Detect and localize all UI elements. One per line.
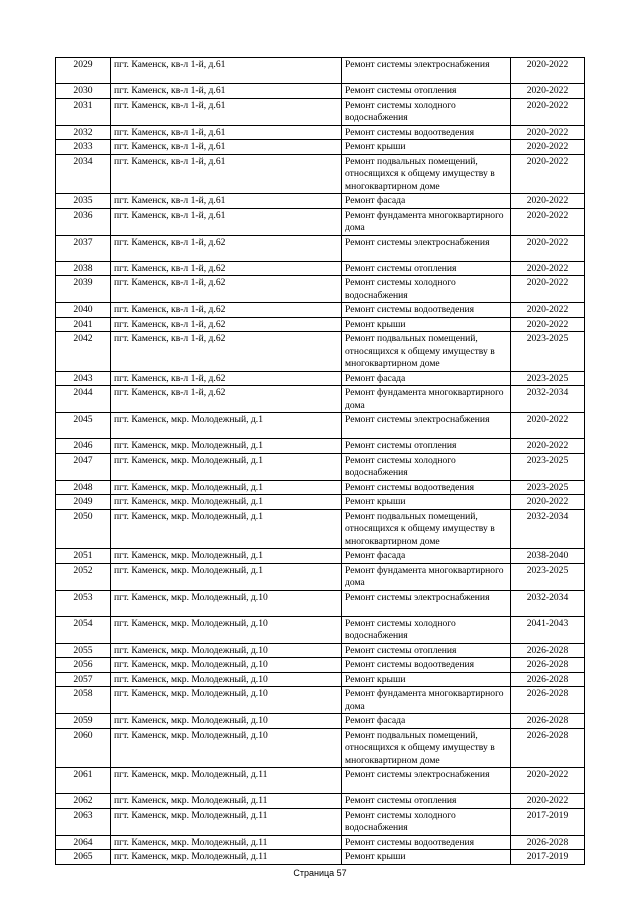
row-number: 2033 (56, 140, 111, 155)
table-row (56, 332, 585, 372)
row-number: 2042 (56, 332, 111, 372)
table-row (56, 371, 585, 386)
row-address: пгт. Каменск, мкр. Молодежный, д.11 (111, 808, 342, 835)
row-address: пгт. Каменск, кв-л 1-й, д.61 (111, 208, 342, 235)
table-row (56, 616, 585, 643)
row-number: 2041 (56, 317, 111, 332)
row-period: 2026-2028 (511, 728, 585, 768)
row-address: пгт. Каменск, мкр. Молодежный, д.1 (111, 563, 342, 590)
row-period: 2023-2025 (511, 453, 585, 480)
row-work-type: Ремонт системы электроснабжения (342, 58, 511, 84)
row-number: 2030 (56, 84, 111, 99)
row-period: 2023-2025 (511, 480, 585, 495)
row-address: пгт. Каменск, кв-л 1-й, д.62 (111, 317, 342, 332)
row-address: пгт. Каменск, кв-л 1-й, д.61 (111, 140, 342, 155)
table-row (56, 768, 585, 794)
table-row (56, 687, 585, 714)
row-period: 2020-2022 (511, 276, 585, 303)
row-work-type: Ремонт системы электроснабжения (342, 413, 511, 439)
table-row (56, 303, 585, 318)
row-address: пгт. Каменск, кв-л 1-й, д.62 (111, 261, 342, 276)
row-number: 2057 (56, 672, 111, 687)
row-address: пгт. Каменск, мкр. Молодежный, д.10 (111, 590, 342, 616)
table-row (56, 98, 585, 125)
table-row (56, 672, 585, 687)
table-row (56, 643, 585, 658)
table-row (56, 439, 585, 454)
row-work-type: Ремонт системы электроснабжения (342, 768, 511, 794)
row-period: 2038-2040 (511, 549, 585, 564)
row-period: 2020-2022 (511, 794, 585, 809)
row-address: пгт. Каменск, мкр. Молодежный, д.11 (111, 835, 342, 850)
row-period: 2026-2028 (511, 643, 585, 658)
table-row (56, 563, 585, 590)
row-number: 2061 (56, 768, 111, 794)
row-number: 2034 (56, 154, 111, 194)
row-period: 2020-2022 (511, 413, 585, 439)
row-address: пгт. Каменск, мкр. Молодежный, д.10 (111, 643, 342, 658)
row-address: пгт. Каменск, мкр. Молодежный, д.10 (111, 658, 342, 673)
row-work-type: Ремонт фасада (342, 371, 511, 386)
row-work-type: Ремонт фундамента многоквартирного дома (342, 208, 511, 235)
row-address: пгт. Каменск, кв-л 1-й, д.61 (111, 98, 342, 125)
table-row (56, 140, 585, 155)
table-row (56, 194, 585, 209)
row-period: 2020-2022 (511, 235, 585, 261)
row-work-type: Ремонт крыши (342, 672, 511, 687)
row-number: 2032 (56, 125, 111, 140)
row-number: 2039 (56, 276, 111, 303)
table-row (56, 317, 585, 332)
row-work-type: Ремонт системы водоотведения (342, 303, 511, 318)
table-row (56, 453, 585, 480)
table-row (56, 125, 585, 140)
row-work-type: Ремонт системы электроснабжения (342, 235, 511, 261)
row-number: 2054 (56, 616, 111, 643)
row-period: 2026-2028 (511, 672, 585, 687)
row-work-type: Ремонт системы холодного водоснабжения (342, 616, 511, 643)
repair-schedule-table (55, 57, 585, 865)
table-row (56, 495, 585, 510)
row-period: 2026-2028 (511, 658, 585, 673)
row-number: 2055 (56, 643, 111, 658)
table-row (56, 235, 585, 261)
row-period: 2017-2019 (511, 850, 585, 865)
row-address: пгт. Каменск, мкр. Молодежный, д.10 (111, 672, 342, 687)
row-work-type: Ремонт системы отопления (342, 643, 511, 658)
row-work-type: Ремонт системы холодного водоснабжения (342, 98, 511, 125)
row-period: 2020-2022 (511, 261, 585, 276)
row-work-type: Ремонт крыши (342, 140, 511, 155)
row-number: 2063 (56, 808, 111, 835)
row-address: пгт. Каменск, мкр. Молодежный, д.1 (111, 549, 342, 564)
table-row (56, 808, 585, 835)
row-address: пгт. Каменск, мкр. Молодежный, д.11 (111, 794, 342, 809)
table-body (56, 58, 585, 865)
table-row (56, 794, 585, 809)
row-address: пгт. Каменск, мкр. Молодежный, д.10 (111, 616, 342, 643)
row-period: 2020-2022 (511, 303, 585, 318)
row-address: пгт. Каменск, кв-л 1-й, д.62 (111, 276, 342, 303)
row-address: пгт. Каменск, мкр. Молодежный, д.1 (111, 439, 342, 454)
row-number: 2040 (56, 303, 111, 318)
table-row (56, 58, 585, 84)
table-row (56, 549, 585, 564)
table-row (56, 850, 585, 865)
row-address: пгт. Каменск, мкр. Молодежный, д.10 (111, 714, 342, 729)
table-row (56, 590, 585, 616)
row-address: пгт. Каменск, кв-л 1-й, д.62 (111, 386, 342, 413)
row-work-type: Ремонт системы водоотведения (342, 658, 511, 673)
row-number: 2062 (56, 794, 111, 809)
row-number: 2036 (56, 208, 111, 235)
row-address: пгт. Каменск, мкр. Молодежный, д.10 (111, 687, 342, 714)
row-address: пгт. Каменск, мкр. Молодежный, д.1 (111, 453, 342, 480)
row-number: 2053 (56, 590, 111, 616)
row-period: 2026-2028 (511, 835, 585, 850)
row-address: пгт. Каменск, кв-л 1-й, д.62 (111, 303, 342, 318)
row-work-type: Ремонт системы отопления (342, 794, 511, 809)
row-address: пгт. Каменск, кв-л 1-й, д.61 (111, 58, 342, 84)
row-number: 2038 (56, 261, 111, 276)
table-row (56, 261, 585, 276)
row-work-type: Ремонт фундамента многоквартирного дома (342, 563, 511, 590)
row-address: пгт. Каменск, кв-л 1-й, д.62 (111, 332, 342, 372)
row-period: 2041-2043 (511, 616, 585, 643)
row-number: 2043 (56, 371, 111, 386)
row-address: пгт. Каменск, мкр. Молодежный, д.1 (111, 495, 342, 510)
row-work-type: Ремонт крыши (342, 850, 511, 865)
row-work-type: Ремонт системы холодного водоснабжения (342, 453, 511, 480)
row-number: 2037 (56, 235, 111, 261)
row-period: 2023-2025 (511, 332, 585, 372)
row-address: пгт. Каменск, мкр. Молодежный, д.1 (111, 413, 342, 439)
row-period: 2020-2022 (511, 125, 585, 140)
row-work-type: Ремонт подвальных помещений, относящихся к общему имуществу в многоквартирном доме (342, 154, 511, 194)
row-address: пгт. Каменск, мкр. Молодежный, д.1 (111, 480, 342, 495)
row-work-type: Ремонт системы водоотведения (342, 480, 511, 495)
row-address: пгт. Каменск, мкр. Молодежный, д.11 (111, 768, 342, 794)
row-number: 2060 (56, 728, 111, 768)
row-period: 2032-2034 (511, 590, 585, 616)
row-period: 2026-2028 (511, 687, 585, 714)
table-row (56, 413, 585, 439)
row-work-type: Ремонт крыши (342, 495, 511, 510)
row-period: 2020-2022 (511, 317, 585, 332)
row-period: 2020-2022 (511, 208, 585, 235)
table-row (56, 276, 585, 303)
table-row (56, 480, 585, 495)
row-work-type: Ремонт системы отопления (342, 439, 511, 454)
row-address: пгт. Каменск, мкр. Молодежный, д.11 (111, 850, 342, 865)
row-number: 2052 (56, 563, 111, 590)
table-row (56, 728, 585, 768)
row-number: 2050 (56, 509, 111, 549)
row-work-type: Ремонт фундамента многоквартирного дома (342, 687, 511, 714)
table-row (56, 84, 585, 99)
row-number: 2031 (56, 98, 111, 125)
row-work-type: Ремонт фасада (342, 714, 511, 729)
row-period: 2023-2025 (511, 563, 585, 590)
row-work-type: Ремонт крыши (342, 317, 511, 332)
row-number: 2048 (56, 480, 111, 495)
row-period: 2020-2022 (511, 154, 585, 194)
row-address: пгт. Каменск, кв-л 1-й, д.61 (111, 194, 342, 209)
row-number: 2047 (56, 453, 111, 480)
row-number: 2045 (56, 413, 111, 439)
row-work-type: Ремонт фасада (342, 194, 511, 209)
row-number: 2059 (56, 714, 111, 729)
row-period: 2020-2022 (511, 140, 585, 155)
table-row (56, 386, 585, 413)
row-period: 2020-2022 (511, 58, 585, 84)
row-period: 2032-2034 (511, 509, 585, 549)
row-number: 2065 (56, 850, 111, 865)
row-number: 2058 (56, 687, 111, 714)
table-row (56, 835, 585, 850)
row-work-type: Ремонт подвальных помещений, относящихся к общему имуществу в многоквартирном доме (342, 509, 511, 549)
row-address: пгт. Каменск, кв-л 1-й, д.61 (111, 125, 342, 140)
row-work-type: Ремонт системы водоотведения (342, 835, 511, 850)
row-period: 2023-2025 (511, 371, 585, 386)
row-period: 2020-2022 (511, 84, 585, 99)
row-period: 2017-2019 (511, 808, 585, 835)
row-work-type: Ремонт системы отопления (342, 261, 511, 276)
row-work-type: Ремонт системы холодного водоснабжения (342, 276, 511, 303)
table-row (56, 208, 585, 235)
row-work-type: Ремонт системы электроснабжения (342, 590, 511, 616)
row-number: 2056 (56, 658, 111, 673)
page-number: Страница 57 (293, 868, 347, 878)
row-address: пгт. Каменск, кв-л 1-й, д.62 (111, 235, 342, 261)
row-number: 2064 (56, 835, 111, 850)
row-period: 2020-2022 (511, 194, 585, 209)
row-number: 2044 (56, 386, 111, 413)
row-work-type: Ремонт системы водоотведения (342, 125, 511, 140)
row-work-type: Ремонт системы холодного водоснабжения (342, 808, 511, 835)
row-work-type: Ремонт подвальных помещений, относящихся к общему имуществу в многоквартирном доме (342, 728, 511, 768)
row-period: 2026-2028 (511, 714, 585, 729)
row-address: пгт. Каменск, мкр. Молодежный, д.10 (111, 728, 342, 768)
row-work-type: Ремонт фундамента многоквартирного дома (342, 386, 511, 413)
table-row (56, 658, 585, 673)
row-period: 2020-2022 (511, 439, 585, 454)
row-period: 2020-2022 (511, 98, 585, 125)
row-address: пгт. Каменск, кв-л 1-й, д.61 (111, 84, 342, 99)
row-address: пгт. Каменск, кв-л 1-й, д.62 (111, 371, 342, 386)
row-period: 2032-2034 (511, 386, 585, 413)
row-period: 2020-2022 (511, 768, 585, 794)
row-number: 2049 (56, 495, 111, 510)
row-work-type: Ремонт подвальных помещений, относящихся к общему имуществу в многоквартирном доме (342, 332, 511, 372)
table-row (56, 154, 585, 194)
row-period: 2020-2022 (511, 495, 585, 510)
row-number: 2029 (56, 58, 111, 84)
row-number: 2046 (56, 439, 111, 454)
row-work-type: Ремонт системы отопления (342, 84, 511, 99)
row-address: пгт. Каменск, кв-л 1-й, д.61 (111, 154, 342, 194)
table-row (56, 714, 585, 729)
row-number: 2035 (56, 194, 111, 209)
row-number: 2051 (56, 549, 111, 564)
table-row (56, 509, 585, 549)
row-work-type: Ремонт фасада (342, 549, 511, 564)
row-address: пгт. Каменск, мкр. Молодежный, д.1 (111, 509, 342, 549)
